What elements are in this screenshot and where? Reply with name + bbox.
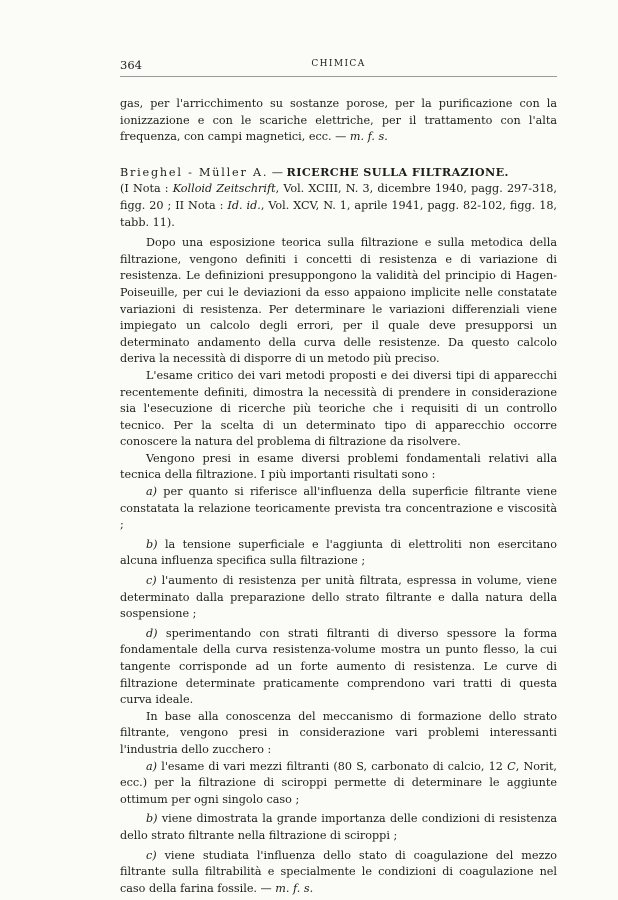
list-item: c) l'aumento di resistenza per unità filtrata, espressa in volume, viene determinato dalla preparazione dello strato filtrante e dalla natura della sospensione ;: [120, 574, 557, 621]
list-item: a) l'esame di vari mezzi filtranti (80 S, carbonato di calcio, 12 C, Norit, ecc.) per la filtrazione di sciroppi permette di determinare le aggiunte ottimum per ogni singolo caso ;: [120, 759, 557, 806]
author-signature: m. f. s.: [275, 881, 314, 895]
previous-entry-tail: gas, per l'arricchimento su sostanze porose, per la purificazione con la ionizzazione e con le scariche elettriche, per il trattamento con l'alta frequenza, con campi magnetici, ecc. — m. f. s.: [120, 97, 557, 144]
page-body: [120, 96, 557, 897]
journal-ibid: Id. id.: [227, 198, 261, 212]
list-item: b) viene dimostrata la grande importanza delle condizioni di resistenza dello strato filtrante nella filtrazione di sciroppi ;: [120, 812, 557, 842]
paragraph: Vengono presi in esame diversi problemi fondamentali relativi alla tecnica della filtrazione. I più importanti risultati sono :: [120, 451, 557, 482]
paragraph: Dopo una esposizione teorica sulla filtrazione e sulla metodica della filtrazione, vengono definiti i concetti di resistenza e di variazione di resistenza. Le definizioni presuppongono la validità del principio di Hagen-Poiseuille, per cui le deviazioni da esso appaiono implicite nelle constatate variazioni di resistenza. Per determinare le variazioni differenziali viene impiegato un calcolo degli errori, per il quale deve presupporsi un determinato andamento della curva delle resistenze. Da questo calcolo deriva la necessità di disporre di un metodo più preciso.: [120, 236, 557, 366]
author-signature: m. f. s.: [349, 130, 388, 144]
entry-heading: Brieghel - Müller A. — RICERCHE SULLA FILTRAZIONE.: [120, 164, 509, 179]
page-number: 364: [120, 58, 142, 72]
paragraph: L'esame critico dei vari metodi proposti e dei diversi tipi di apparecchi recentemente definiti, dimostra la necessità di prendere in considerazione sia l'esecuzione di ricerche più teoriche che i requisiti di un controllo tecnico. Per la scelta di un determinato tipo di apparecchio occorre conoscere la natura del problema di filtrazione da risolvere.: [120, 368, 557, 449]
paragraph: In base alla conoscenza del meccanismo di formazione dello strato filtrante, vengono presi in considerazione vari problemi interessanti l'industria dello zucchero :: [120, 709, 557, 756]
list-item: b) la tensione superficiale e l'aggiunta di elettroliti non esercitano alcuna influenza specifica sulla filtrazione ;: [120, 537, 557, 568]
running-title: CHIMICA: [311, 59, 366, 69]
list-item: a) per quanto si riferisce all'influenza della superficie filtrante viene constatata la relazione teoricamente prevista tra concentrazione e viscosità ;: [120, 485, 557, 532]
entry-reference: (I Nota : Kolloid Zeitschrift, Vol. XCIII, N. 3, dicembre 1940, pagg. 297-318, figg. 20 ; II Nota : Id. id., Vol. XCV, N. 1, aprile 1941, pagg. 82-102, figg. 18, tabb. 11).: [120, 182, 557, 229]
journal-name: Kolloid Zeitschrift: [172, 182, 276, 196]
list-item: c) viene studiata l'influenza dello stato di coagulazione del mezzo filtrante sulla filtrabilità e specialmente le condizioni di coagulazione nel caso della farina fossile. — m. f. s.: [120, 848, 557, 895]
entry-authors: Brieghel - Müller A.: [120, 165, 269, 179]
page-header: [120, 58, 557, 77]
list-item: d) sperimentando con strati filtranti di diverso spessore la forma fondamentale della curva resistenza-volume mostra un punto flesso, la cui tangente corrisponde ad un forte aumento di resistenza. Le curve di filtrazione determinate praticamente comprendono vari tratti di questa curva ideale.: [120, 626, 557, 707]
entry-title: RICERCHE SULLA FILTRAZIONE.: [286, 164, 509, 179]
